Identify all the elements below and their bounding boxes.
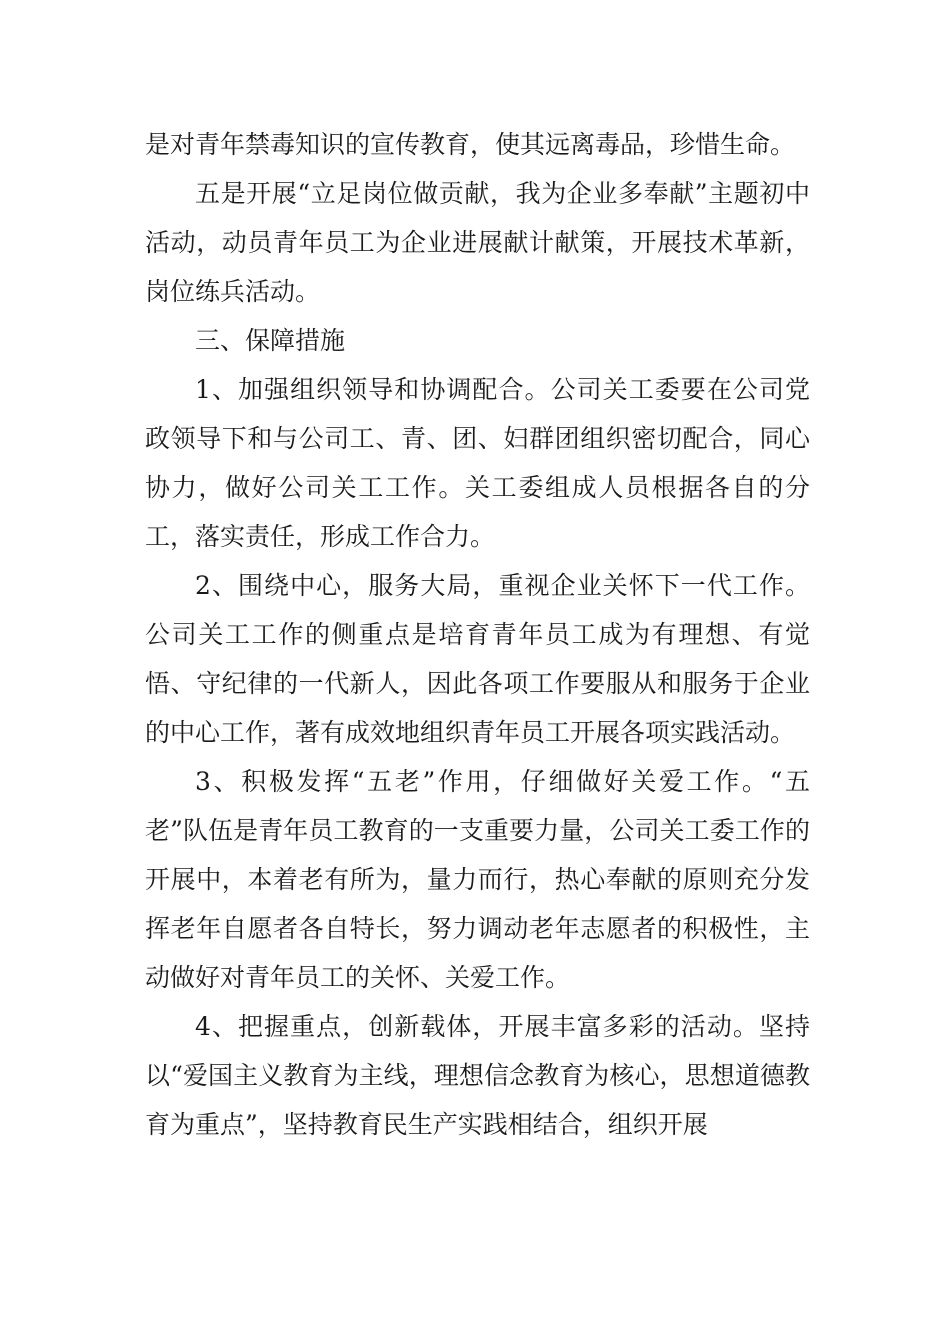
paragraph-item-five: 五是开展“立足岗位做贡献，我为企业多奉献”主题初中活动，动员青年员工为企业进展献计献策，开展技术革新，岗位练兵活动。	[145, 179, 810, 306]
paragraph-measure-2: 2、围绕中心，服务大局，重视企业关怀下一代工作。公司关工工作的侧重点是培育青年员工成为有理想、有觉悟、守纪律的一代新人，因此各项工作要服从和服务于企业的中心工作，著有成效地组织青年员工开展各项实践活动。	[145, 571, 810, 747]
document-page	[145, 120, 810, 1149]
paragraph-continuation: 是对青年禁毒知识的宣传教育，使其远离毒品，珍惜生命。	[145, 130, 796, 159]
paragraph-measure-4: 4、把握重点，创新载体，开展丰富多彩的活动。坚持以“爱国主义教育为主线，理想信念教育为核心，思想道德教育为重点”，坚持教育民生产实践相结合，组织开展	[145, 1012, 810, 1139]
paragraph-measure-1: 1、加强组织领导和协调配合。公司关工委要在公司党政领导下和与公司工、青、团、妇群团组织密切配合，同心协力，做好公司关工工作。关工委组成人员根据各自的分工，落实责任，形成工作合力。	[145, 375, 810, 551]
paragraph-measure-3: 3、积极发挥“五老”作用，仔细做好关爱工作。“五老”队伍是青年员工教育的一支重要力量，公司关工委工作的开展中，本着老有所为，量力而行，热心奉献的原则充分发挥老年自愿者各自特长，努力调动老年志愿者的积极性，主动做好对青年员工的关怀、关爱工作。	[145, 767, 810, 992]
section-heading-safeguards: 三、保障措施	[195, 326, 346, 355]
